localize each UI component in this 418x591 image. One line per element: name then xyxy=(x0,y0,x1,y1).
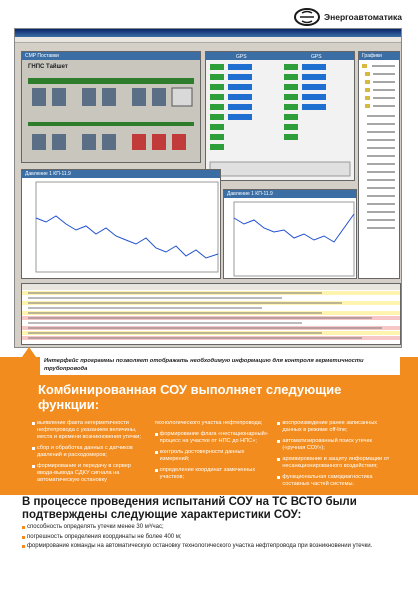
bullet-icon xyxy=(32,422,35,425)
chart1-plot xyxy=(22,178,221,279)
bullet-icon xyxy=(22,545,25,548)
brand xyxy=(294,8,402,26)
company-logo-icon xyxy=(294,8,320,26)
station-schema-diagram xyxy=(22,60,201,163)
functions-title: Комбинированная СОУ выполняет следующие функции: xyxy=(38,382,342,412)
svg-text:GPS: GPS xyxy=(311,54,322,60)
bullet-icon xyxy=(32,465,35,468)
list-item: формирование флага «нестационарный» процесс на участке от НПС до НПС»; xyxy=(155,431,270,445)
list-item: способность определять утечки менее 30 м³/час; xyxy=(22,524,402,532)
list-item: сбор и обработка данных с датчиков давлений и расходомеров; xyxy=(32,445,147,459)
bullet-icon xyxy=(277,458,280,461)
bullet-icon xyxy=(155,469,158,472)
list-item: формирование команды на автоматическую остановку технологического участка нефтепровода при возникновении утечки. xyxy=(22,543,402,551)
bullet-icon xyxy=(155,433,158,436)
schema-panel-title: CMP Поставки xyxy=(22,52,200,60)
event-log-panel xyxy=(21,283,401,345)
list-item: определение координат замеченных участков; xyxy=(155,467,270,481)
bullet-icon xyxy=(22,526,25,529)
chart1-title: Давление 1 КП-11.9 xyxy=(22,170,220,178)
tree-header: Графики xyxy=(359,52,399,60)
pressure-chart-1 xyxy=(21,169,221,279)
window-titlebar xyxy=(15,29,401,37)
station-name: ГНПС Тайшет xyxy=(28,64,68,70)
list-item: автоматизированный поиск утечек («ручная СОУ»); xyxy=(277,438,392,452)
list-item: погрешность определения координаты не более 400 м; xyxy=(22,534,402,542)
parameter-list-panel xyxy=(205,51,355,181)
screenshot-caption: Интерфейс программы позволяет отображать необходимую информацию для контроля герметичности трубопровода xyxy=(40,356,400,375)
list-item: функциональная самодиагностика составных частей системы. xyxy=(277,474,392,488)
window-menubar xyxy=(15,37,401,43)
list-item: воспроизведение ранее записанных данных в режиме off-line; xyxy=(277,420,392,434)
tree-lines xyxy=(359,60,400,279)
list-item: архивирование и защиту информации от несанкционированного воздействия; xyxy=(277,456,392,470)
list-item: формирование и передачу в сервер ввода-вывода СДКУ сигнала на автоматическую остановку xyxy=(32,463,147,484)
functions-column-3 xyxy=(277,420,392,492)
results-list xyxy=(22,524,402,553)
software-screenshot xyxy=(14,28,402,348)
functions-column-2 xyxy=(155,420,270,492)
pressure-chart-2 xyxy=(223,189,357,279)
object-tree-panel xyxy=(358,51,400,279)
functions-columns xyxy=(32,420,392,492)
bullet-icon xyxy=(22,536,25,539)
arrow-shaft xyxy=(26,355,32,379)
bullet-icon xyxy=(32,447,35,450)
chart2-plot xyxy=(224,198,357,279)
bullet-icon xyxy=(277,422,280,425)
list-item: выявление факта негерметичности нефтепровода с указанием величины, места и времени возникновения утечки; xyxy=(32,420,147,441)
list-item: контроль достоверности данных измерений; xyxy=(155,449,270,463)
svg-text:GPS: GPS xyxy=(236,54,247,60)
bullet-icon xyxy=(277,476,280,479)
station-schema-panel xyxy=(21,51,201,163)
brand-name: Энергоавтоматика xyxy=(324,12,402,22)
bullet-icon xyxy=(277,440,280,443)
bullet-icon xyxy=(155,451,158,454)
parameter-grid xyxy=(206,52,355,181)
chart2-title: Давление 1 КП-11.9 xyxy=(224,190,356,198)
results-title: В процессе проведения испытаний СОУ на ТС ВСТО были подтверждены следующие характеристики СОУ: xyxy=(22,496,357,521)
functions-column-1 xyxy=(32,420,147,492)
event-log-rows xyxy=(22,284,401,345)
list-item: технологического участка нефтепровода; xyxy=(154,420,263,426)
